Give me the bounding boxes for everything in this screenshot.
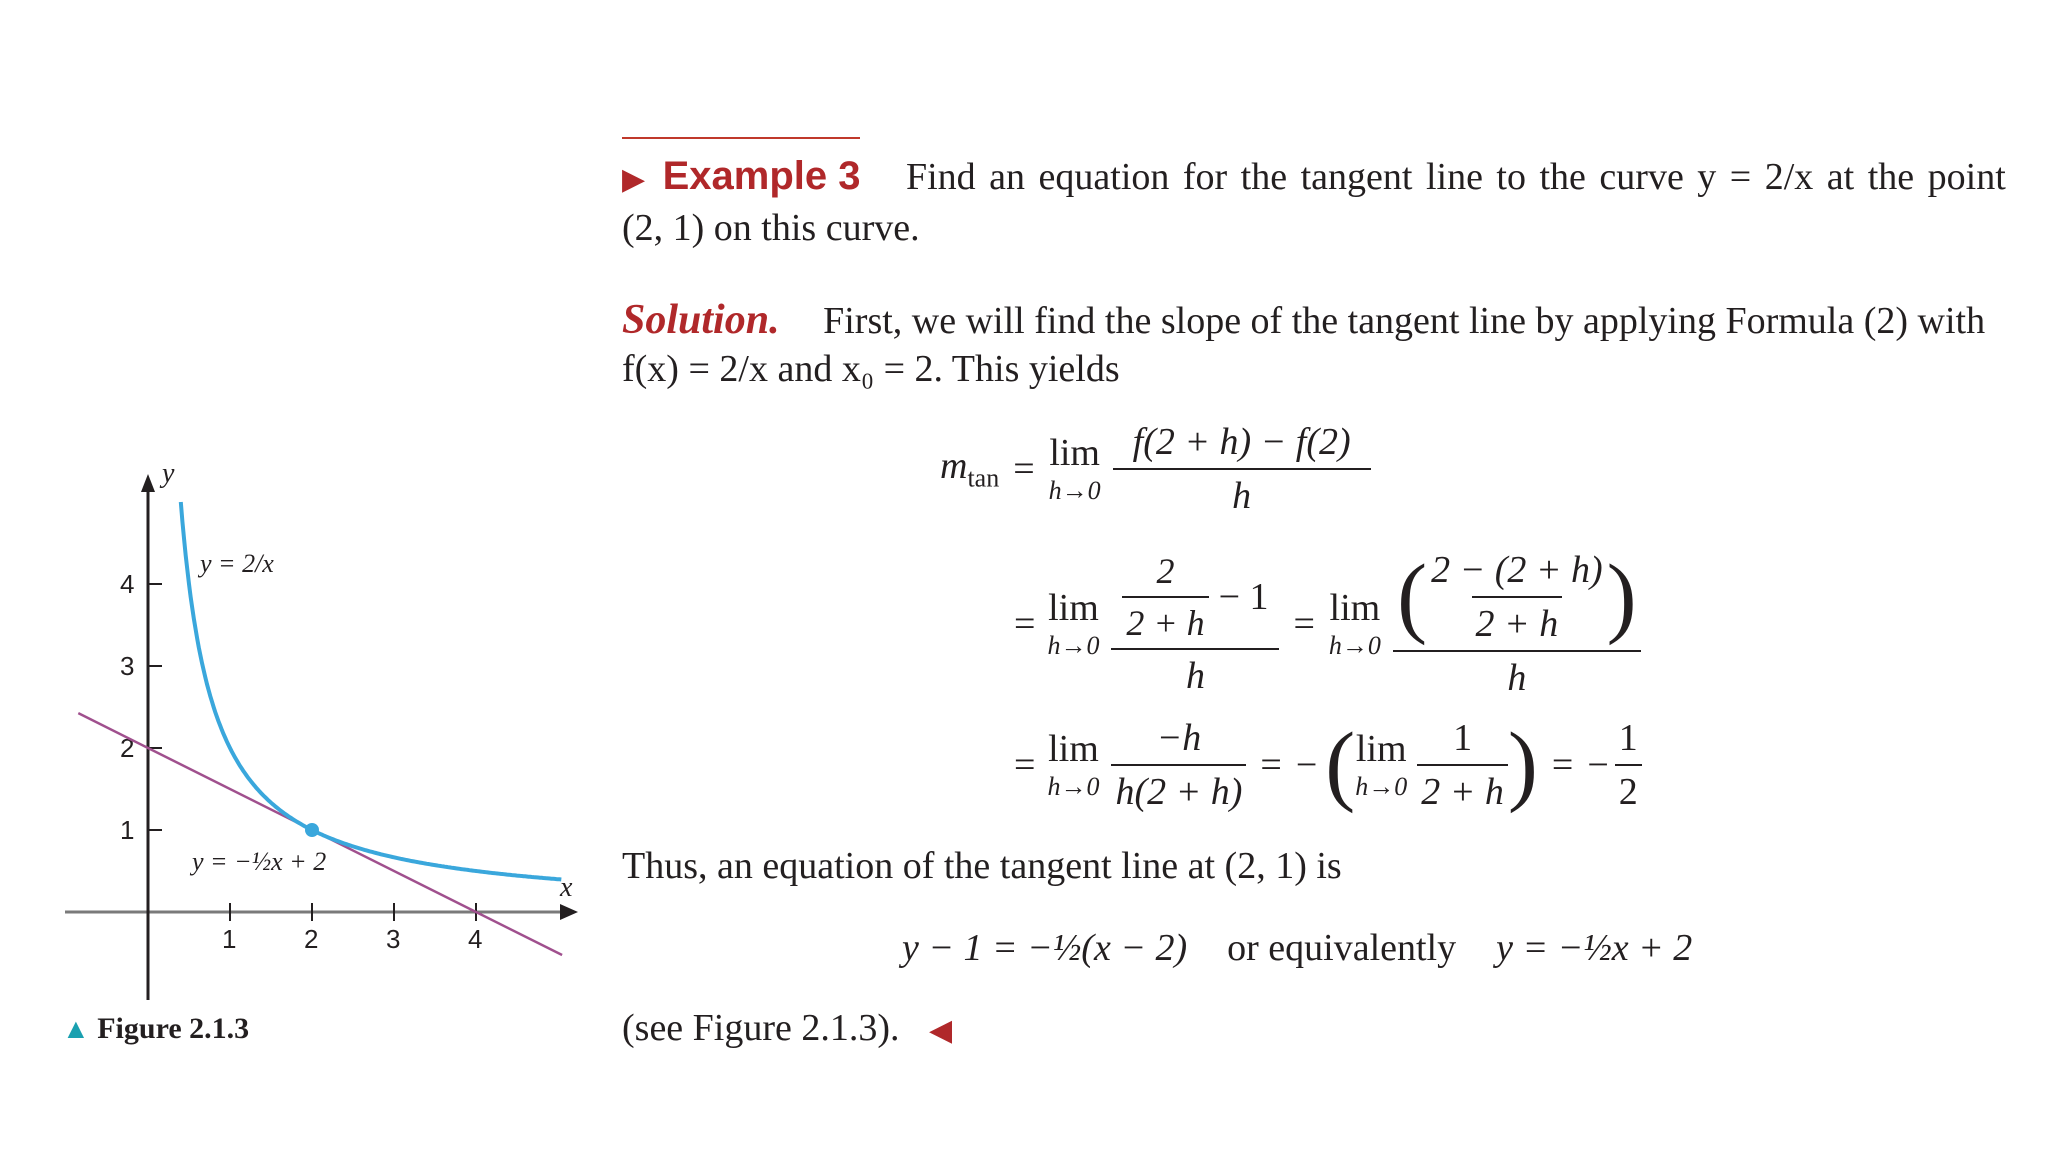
x-tick-label-2: 2 xyxy=(304,924,319,954)
solution-block xyxy=(622,296,2018,393)
fraction-4: $\frac{-h}{h(2 + h)}$ xyxy=(1111,716,1246,814)
fraction-2-inner: $\frac{2}{2 + h}$ xyxy=(1122,550,1208,644)
y-tick-label-3: 3 xyxy=(120,651,135,681)
solution-text-line1: First, we will find the slope of the tangent line by applying Formula (2) with xyxy=(823,300,1986,342)
conclusion-or: or equivalently xyxy=(1227,927,1457,969)
m-tan: $m_{tan}$ xyxy=(940,445,1000,493)
limit-1: lim h→0 xyxy=(1048,432,1101,505)
conclusion-equation xyxy=(902,924,1692,972)
conclusion-eq-right: y = −½x + 2 xyxy=(1496,927,1693,969)
x-axis-label: x xyxy=(560,872,573,903)
fraction-2: $\frac{2}{2 + h}$ − 1 h xyxy=(1111,550,1279,698)
fraction-1: $\frac{f(2 + h) - f(2)}{h}$ xyxy=(1113,420,1371,518)
solution-text-line2: f(x) = 2/x and x₀ = 2. This yields xyxy=(622,348,1120,390)
example-text-line2: (2, 1) on this curve. xyxy=(622,207,920,249)
example-text-line1: Find an equation for the tangent line to the curve y = 2/x at the point xyxy=(905,156,2006,198)
fraction-5: $\frac{1}{2 + h}$ xyxy=(1417,716,1508,814)
limit-2: lim h→0 xyxy=(1047,587,1100,660)
curve-label: y = 2/x xyxy=(200,549,274,578)
solution-label: Solution. xyxy=(622,297,780,343)
y-axis-arrow-icon xyxy=(141,474,155,492)
limit-3: lim h→0 xyxy=(1328,587,1381,660)
y-axis-label: y xyxy=(162,460,175,489)
limit-5: lim h→0 xyxy=(1355,728,1408,801)
y-ticks xyxy=(148,584,162,830)
figure-caption xyxy=(62,1012,249,1046)
tangent-point xyxy=(305,823,319,837)
conclusion-text: Thus, an equation of the tangent line at (2, 1) is xyxy=(622,845,1342,887)
x-tick-label-3: 3 xyxy=(386,924,401,954)
y-tick-label-4: 4 xyxy=(120,569,135,599)
caption-triangle-icon: ▲ xyxy=(62,1014,90,1045)
see-figure-text: (see Figure 2.1.3). xyxy=(622,1007,900,1049)
fraction-3-inner: $\frac{2 - (2 + h)}{2 + h}$ xyxy=(1431,549,1603,645)
limit-4: lim h→0 xyxy=(1047,728,1100,801)
x-axis-arrow-icon xyxy=(560,904,578,920)
example-triangle-icon: ▶ xyxy=(622,163,646,196)
example-label: Example 3 xyxy=(662,154,861,198)
y-tick-label-2: 2 xyxy=(120,733,135,763)
y-tick-label-1: 1 xyxy=(120,815,135,845)
x-tick-label-1: 1 xyxy=(222,924,237,954)
x-tick-label-4: 4 xyxy=(468,924,483,954)
see-figure xyxy=(622,1004,952,1055)
line-label: y = −½x + 2 xyxy=(192,847,327,876)
figure-graph xyxy=(60,460,600,1020)
example-rule xyxy=(622,137,860,139)
equation-line-2: = lim h→0 $\frac{2}{2 + h}$ − 1 h = lim h→0 ( $\frac{2 - (2 + h)}{2 + h}$ ) h xyxy=(1014,548,1641,700)
end-triangle-icon: ◀ xyxy=(929,1014,953,1047)
fraction-3: ( $\frac{2 - (2 + h)}{2 + h}$ ) h xyxy=(1393,548,1641,700)
conclusion-eq-left: y − 1 = −½(x − 2) xyxy=(902,927,1188,969)
example-block xyxy=(622,152,2018,252)
equation-line-1: $m_{tan}$ = lim h→0 $\frac{f(2 + h) - f(2)}{h}$ xyxy=(940,420,1371,518)
fraction-result: $\frac{1}{2}$ xyxy=(1615,716,1642,814)
caption-text: Figure 2.1.3 xyxy=(97,1012,250,1045)
equation-line-3: = lim h→0 $\frac{-h}{h(2 + h)}$ = − ( lim h→0 $\frac{1}{2 + h}$ ) = − $\frac{1}{2}$ xyxy=(1014,716,1642,814)
